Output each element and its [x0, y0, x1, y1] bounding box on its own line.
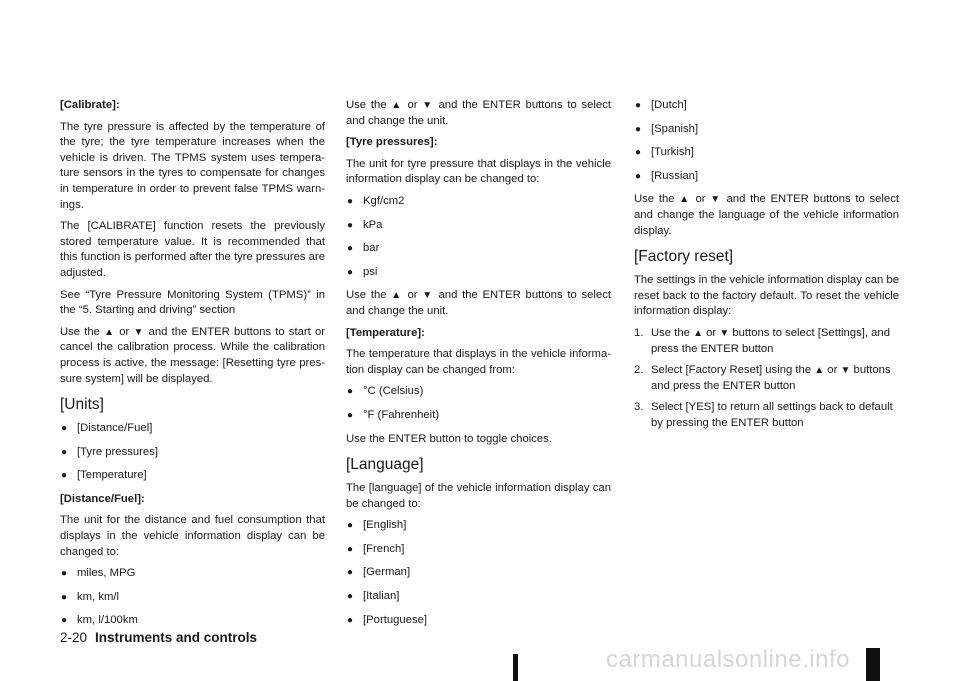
column-2: [346, 98, 611, 636]
list-item: ● [Temperature]: [60, 468, 325, 484]
tyre-pressures-paragraph: The unit for tyre pressure that displays in the vehicle information display can be changed to:: [346, 157, 611, 186]
temperature-list: [346, 384, 611, 423]
up-arrow-icon: ▲: [814, 365, 825, 377]
toggle-paragraph: Use the ENTER button to toggle choices.: [346, 432, 552, 445]
list-item: ● °C (Celsius): [346, 384, 611, 400]
calibrate-paragraph-2: The [CALIBRATE] function resets the previously stored temperature value. It is recommended that this function is performed after the tyre pressures are adjusted.: [60, 220, 325, 279]
list-item: ● psi: [346, 265, 611, 281]
step-item: 3. Select [YES] to return all settings back to default by pressing the ENTER button: [634, 401, 893, 429]
list-item: ● kPa: [346, 218, 611, 234]
language-paragraph: The [language] of the vehicle information display can be changed to:: [346, 482, 611, 510]
column-1: [60, 98, 325, 637]
list-item: ● [Portuguese]: [346, 613, 611, 629]
calibrate-heading: [Calibrate]:: [60, 99, 120, 111]
crop-mark: [513, 654, 518, 681]
down-arrow-icon: ▼: [422, 290, 434, 302]
factory-reset-steps: [634, 326, 899, 432]
unit-select-paragraph: Use the ▲ or ▼ and the ENTER buttons to select and change the unit.: [346, 99, 611, 127]
step-item: 2. Select [Factory Reset] using the ▲ or ▼ buttons and press the ENTER button: [634, 364, 891, 392]
tyre-pressures-heading: [Tyre pressures]:: [346, 136, 438, 149]
factory-reset-paragraph: The settings in the vehicle information display can be reset back to the factory default. To reset the vehicle information display:: [634, 274, 899, 318]
language-select-paragraph: Use the ▲ or ▼ and the ENTER buttons to select and change the language of the vehicle information display.: [634, 193, 899, 237]
watermark: carmanualsonline.info: [606, 646, 850, 673]
up-arrow-icon: ▲: [391, 100, 403, 111]
list-item: ● km, l/100km: [60, 613, 325, 629]
down-arrow-icon: ▼: [719, 327, 730, 339]
calibrate-paragraph-3: See “Tyre Pressure Monitoring System (TPMS)” in the “5. Starting and driving” section: [60, 288, 325, 317]
distance-fuel-list: [60, 566, 325, 629]
language-heading: [Language]: [346, 456, 424, 474]
list-item: ● °F (Fahrenheit): [346, 408, 611, 424]
list-item: ● [French]: [346, 542, 611, 558]
calibrate-paragraph-4: Use the ▲ or ▼ and the ENTER buttons to start or cancel the calibration process. While the calibration process is active, the message: [Resetting tyre pres- sure system] will be displayed.: [60, 325, 325, 385]
units-list: [60, 421, 325, 484]
distance-fuel-heading: [Distance/Fuel]:: [60, 492, 145, 505]
list-item: ● [Russian]: [634, 169, 899, 185]
up-arrow-icon: ▲: [679, 194, 691, 206]
distance-fuel-paragraph: The unit for the distance and fuel consumption that displays in the vehicle information display can be changed to:: [60, 514, 325, 558]
calibrate-paragraph-1: The tyre pressure is affected by the temperature of the tyre; the tyre temperature increases when the vehicle is driven. The TPMS system uses tempera- ture sensors in the tyres to compensate for changes in temperature in order to prevent false TPMS warn- ings.: [60, 120, 325, 211]
section-title: Instruments and controls: [95, 630, 258, 645]
list-item: ● [Turkish]: [634, 145, 899, 161]
factory-reset-heading: [Factory reset]: [634, 248, 734, 266]
down-arrow-icon: ▼: [133, 326, 145, 338]
unit-select-paragraph-2: Use the ▲ or ▼ and the ENTER buttons to select and change the unit.: [346, 289, 611, 317]
step-item: 1. Use the ▲ or ▼ buttons to select [Settings], and press the ENTER button: [634, 326, 890, 355]
up-arrow-icon: ▲: [104, 326, 116, 338]
tyre-pressures-list: [346, 194, 611, 280]
down-arrow-icon: ▼: [422, 100, 434, 111]
up-arrow-icon: ▲: [693, 327, 703, 339]
list-item: ● Kgf/cm2: [346, 194, 611, 210]
list-item: ● [Italian]: [346, 589, 611, 605]
crop-mark: [866, 648, 880, 681]
list-item: ● [German]: [346, 565, 611, 581]
page-footer: [60, 630, 257, 645]
list-item: ● [Dutch]: [634, 98, 899, 114]
list-item: ● km, km/l: [60, 590, 325, 606]
down-arrow-icon: ▼: [710, 194, 722, 206]
up-arrow-icon: ▲: [391, 290, 403, 302]
column-3: [634, 98, 899, 438]
page-number: 2-20: [60, 630, 88, 645]
language-list: [346, 518, 611, 628]
language-list-continued: [634, 98, 899, 184]
units-heading: [Units]: [60, 396, 104, 414]
list-item: ● bar: [346, 241, 611, 257]
list-item: ● miles, MPG: [60, 566, 325, 582]
temperature-heading: [Temperature]:: [346, 326, 425, 339]
down-arrow-icon: ▼: [840, 365, 851, 377]
list-item: ● [Distance/Fuel]: [60, 421, 325, 437]
list-item: ● [Spanish]: [634, 122, 899, 138]
temperature-paragraph: The temperature that displays in the vehicle informa- tion display can be changed from:: [346, 348, 611, 376]
list-item: ● [English]: [346, 518, 611, 534]
list-item: ● [Tyre pressures]: [60, 445, 325, 461]
